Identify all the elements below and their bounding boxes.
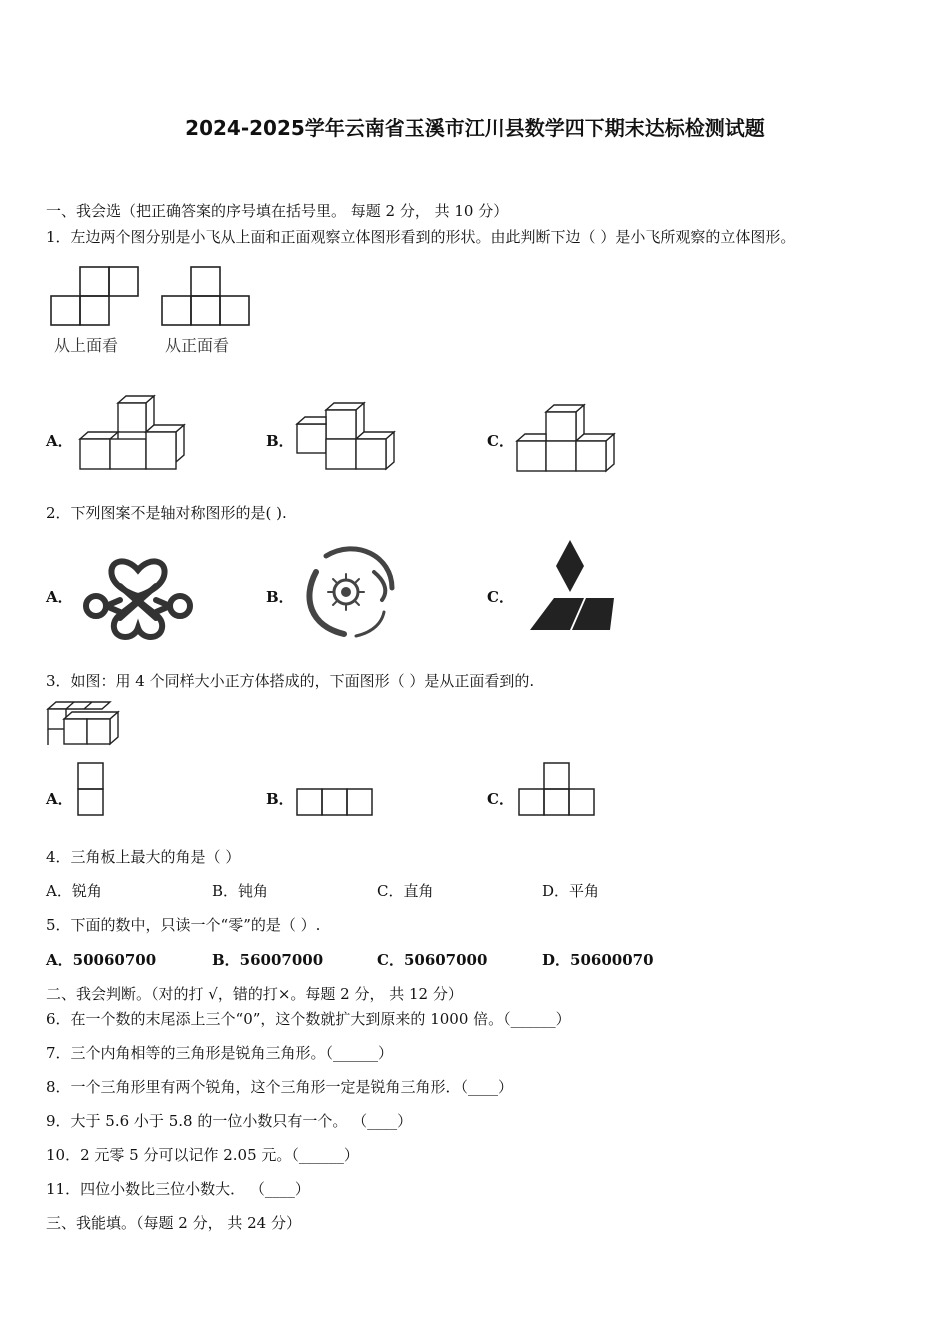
- q1-option-a-label[interactable]: A．: [46, 432, 73, 450]
- question-1-text: 1．左边两个图分别是小飞从上面和正面观察立体图形看到的形状。由此判断下边（ ）是小飞所观察的立体图形。: [46, 228, 796, 246]
- q2-option-c-diamond-pattern[interactable]: [524, 538, 616, 636]
- q2-option-c-label[interactable]: C．: [487, 588, 514, 606]
- q3-option-c-label[interactable]: C．: [487, 790, 514, 808]
- q3-option-a-label[interactable]: A．: [46, 790, 73, 808]
- section-3-heading: 三、我能填。（每题 2 分， 共 24 分）: [46, 1214, 301, 1232]
- q3-option-c-view[interactable]: [517, 762, 597, 818]
- q1-option-c-label[interactable]: C．: [487, 432, 514, 450]
- q1-option-b-cubes[interactable]: [296, 402, 398, 474]
- q3-option-a-view[interactable]: [77, 762, 105, 818]
- q3-option-b-label[interactable]: B．: [266, 790, 294, 808]
- question-6-text: 6．在一个数的末尾添上三个“0”，这个数就扩大到原来的 1000 倍。（______）: [46, 1010, 571, 1028]
- q1-option-a-cubes[interactable]: [78, 395, 190, 475]
- question-9-text: 9．大于 5.6 小于 5.8 的一位小数只有一个。 （____）: [46, 1112, 413, 1130]
- q4-option-c-text[interactable]: C．直角: [377, 882, 434, 900]
- question-8-text: 8．一个三角形里有两个锐角，这个三角形一定是锐角三角形．（____）: [46, 1078, 514, 1096]
- page-title: 2024-2025学年云南省玉溪市江川县数学四下期末达标检测试题: [185, 116, 765, 140]
- q5-option-b-text[interactable]: B．56007000: [212, 951, 324, 969]
- q1-option-c-cubes[interactable]: [516, 404, 618, 476]
- q5-option-d-text[interactable]: D．50600070: [542, 951, 654, 969]
- question-2-text: 2．下列图案不是轴对称图形的是( ).: [46, 504, 287, 522]
- q1-top-view-figure: [50, 266, 142, 328]
- q2-option-a-label[interactable]: A．: [46, 588, 73, 606]
- question-7-text: 7．三个内角相等的三角形是锐角三角形。（______）: [46, 1044, 394, 1062]
- q3-cube-arrangement: [46, 701, 120, 747]
- section-2-heading: 二、我会判断。（对的打 √，错的打×。每题 2 分， 共 12 分）: [46, 985, 463, 1003]
- section-1-heading: 一、我会选（把正确答案的序号填在括号里。 每题 2 分， 共 10 分）: [46, 202, 509, 220]
- question-4-text: 4．三角板上最大的角是（ ）: [46, 848, 241, 866]
- q1-option-b-label[interactable]: B．: [266, 432, 294, 450]
- q4-option-a-text-full[interactable]: A．锐角: [46, 882, 102, 900]
- q2-option-b-swirl-pattern[interactable]: [296, 542, 400, 642]
- q1-front-view-figure: [161, 266, 253, 328]
- question-11-text: 11．四位小数比三位小数大． （____）: [46, 1180, 310, 1198]
- q5-option-c-text[interactable]: C．50607000: [377, 951, 488, 969]
- q5-option-a-text[interactable]: A．50060700: [46, 951, 157, 969]
- q2-option-a-knot-pattern[interactable]: [78, 556, 198, 642]
- question-5-text: 5．下面的数中，只读一个“零”的是（ ）.: [46, 916, 321, 934]
- q3-option-b-view[interactable]: [296, 788, 374, 818]
- q4-option-b-text[interactable]: B．钝角: [212, 882, 269, 900]
- question-3-text: 3．如图：用 4 个同样大小正方体搭成的，下面图形（ ）是从正面看到的.: [46, 672, 535, 690]
- q2-option-b-label[interactable]: B．: [266, 588, 294, 606]
- q4-option-d-text[interactable]: D．平角: [542, 882, 600, 900]
- question-10-text: 10．2 元零 5 分可以记作 2.05 元。（______）: [46, 1146, 359, 1164]
- caption-front-view: 从正面看: [165, 336, 230, 355]
- caption-top-view: 从上面看: [54, 336, 119, 355]
